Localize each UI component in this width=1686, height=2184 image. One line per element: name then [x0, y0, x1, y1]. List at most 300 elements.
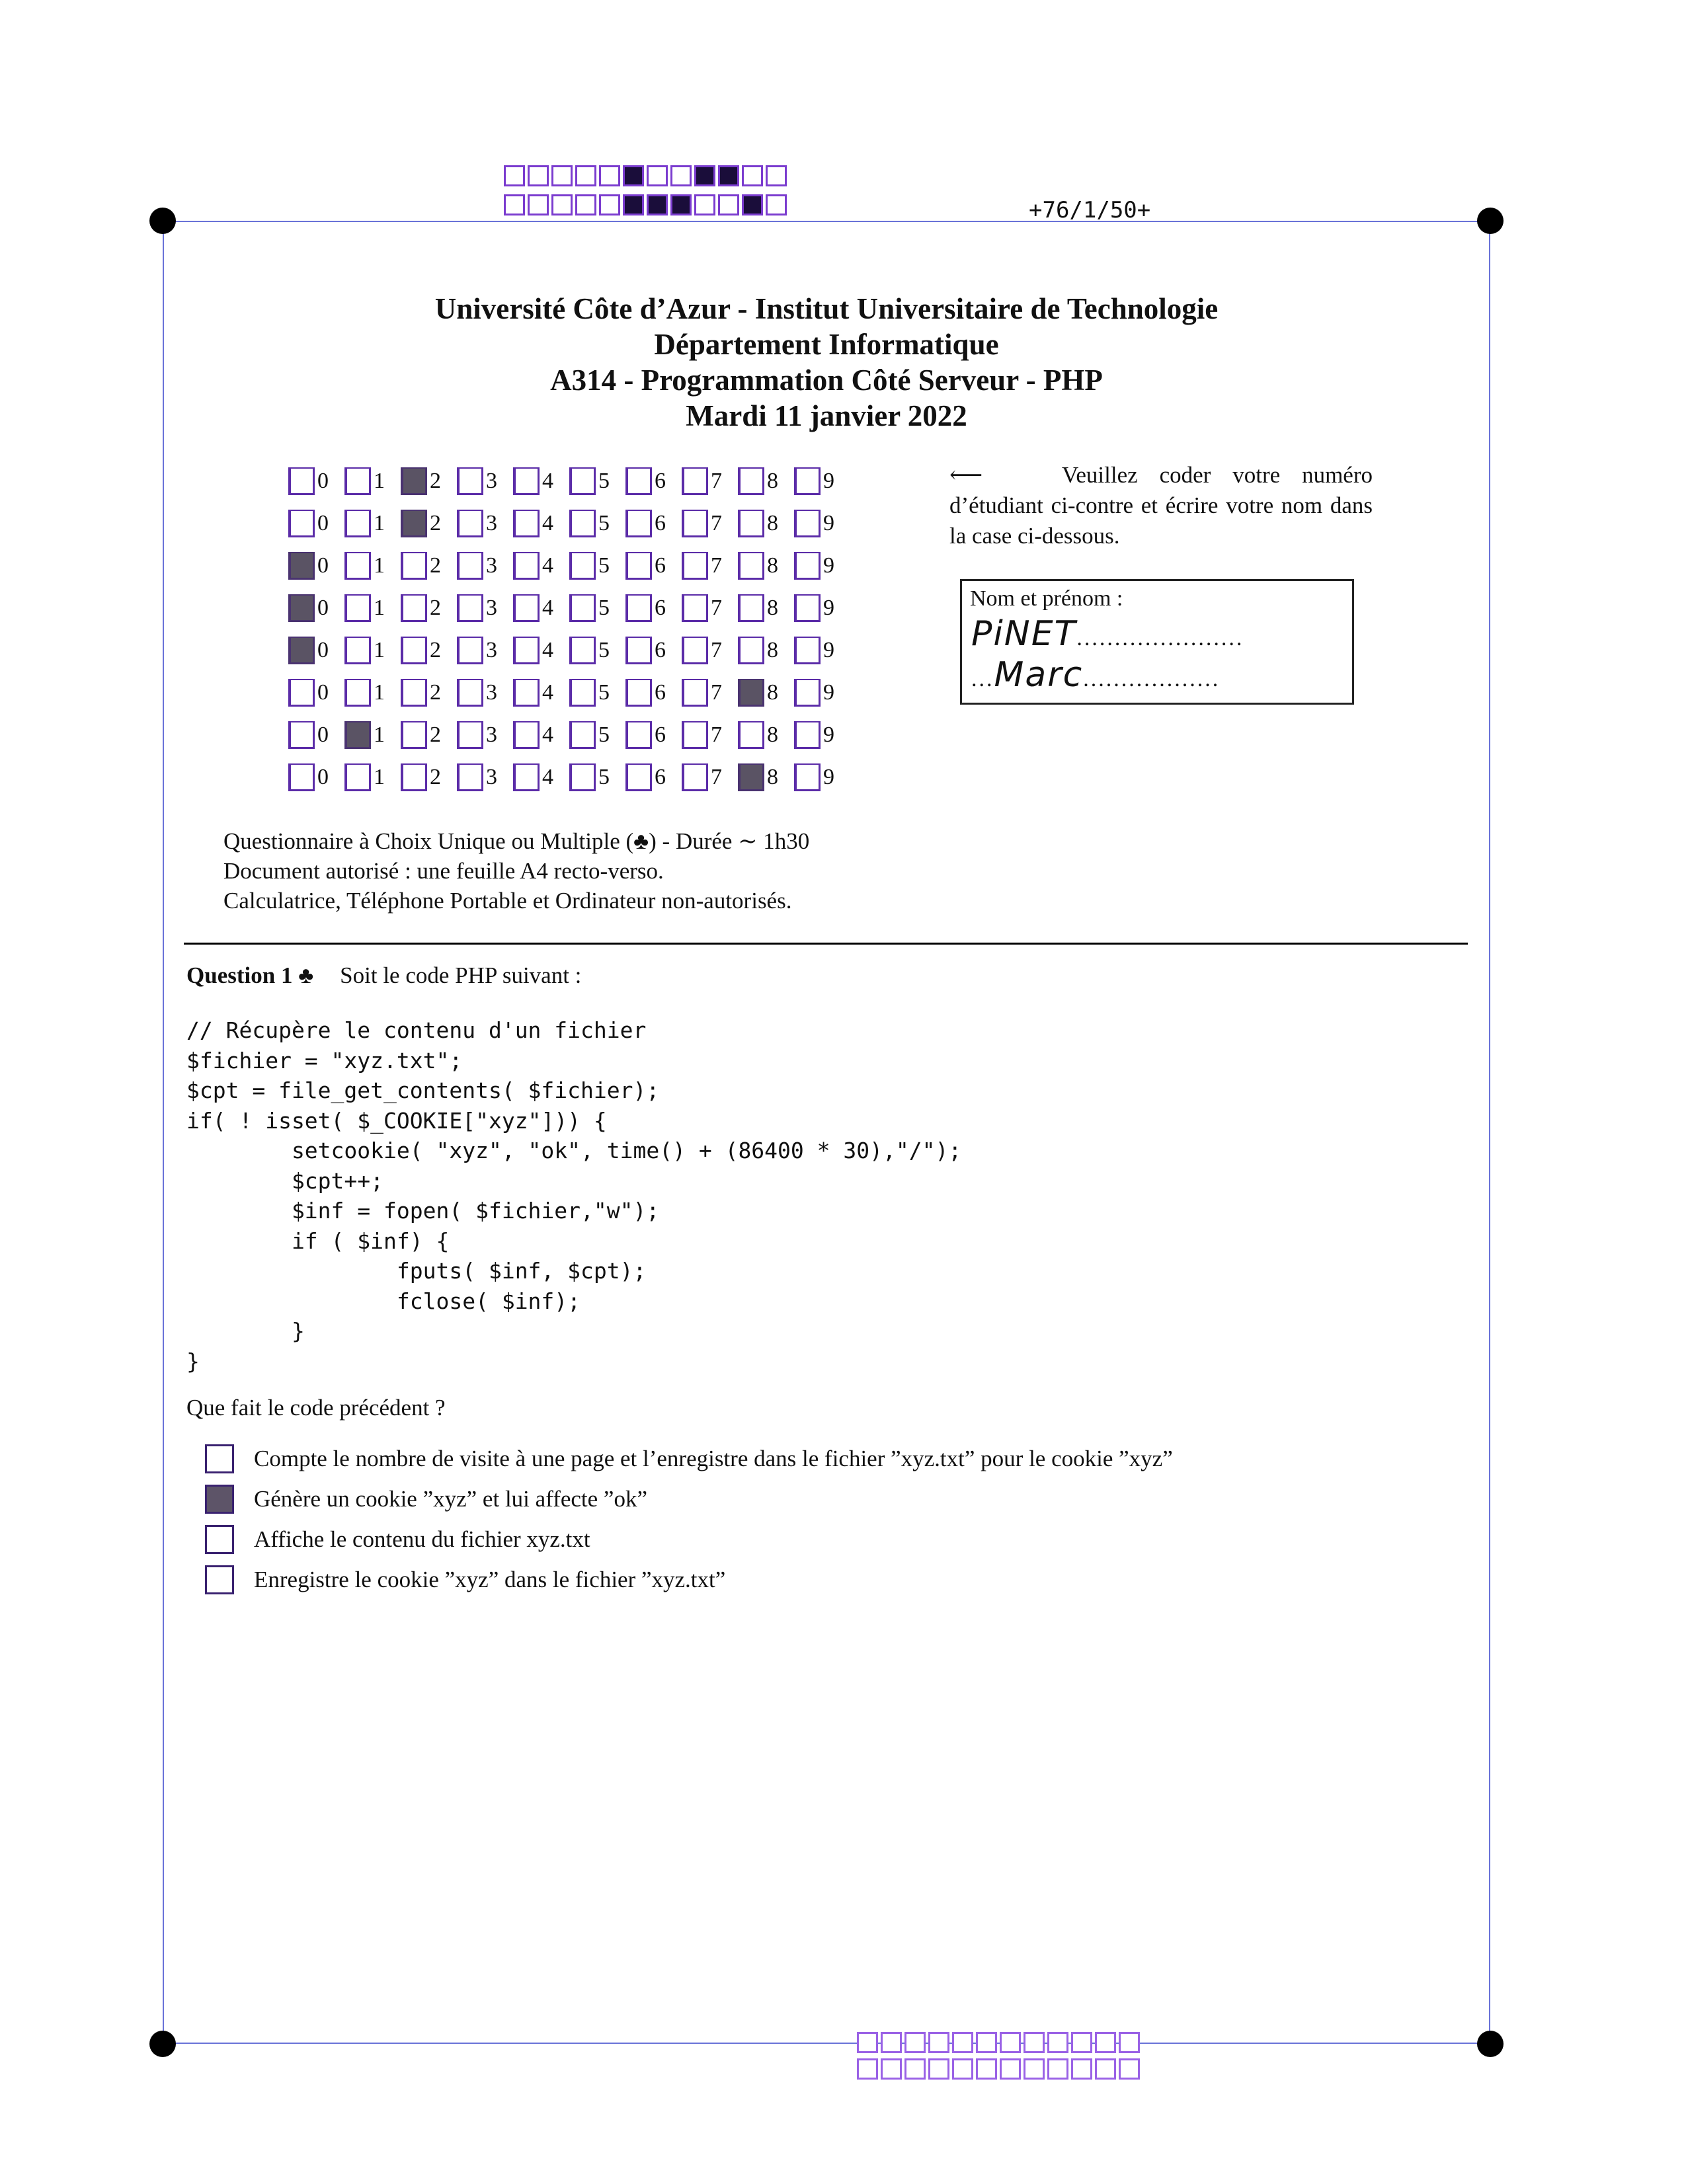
digit-checkbox[interactable]	[457, 552, 483, 580]
answer-checkbox[interactable]	[205, 1444, 234, 1473]
digit-checkbox[interactable]	[625, 467, 652, 495]
digit-label: 0	[317, 680, 329, 705]
digit-checkbox[interactable]	[344, 552, 371, 580]
digit-label: 2	[430, 765, 441, 789]
digit-label: 8	[767, 553, 778, 578]
student-id-instructions	[949, 460, 1373, 551]
digit-choice[interactable]	[513, 763, 569, 791]
digit-checkbox[interactable]	[288, 552, 315, 580]
digit-checkbox[interactable]	[794, 594, 821, 622]
digit-checkbox[interactable]	[457, 467, 483, 495]
digit-checkbox[interactable]	[457, 510, 483, 537]
last-name-line	[971, 614, 1244, 654]
digit-choice[interactable]	[625, 637, 682, 664]
digit-checkbox[interactable]	[513, 679, 540, 707]
first-name-leading-dots: ...	[971, 667, 994, 691]
digit-label: 4	[542, 765, 553, 789]
exam-info-line-3: Calculatrice, Téléphone Portable et Ordinateur non-autorisés.	[223, 888, 792, 914]
digit-choice[interactable]	[794, 721, 850, 749]
digit-choice[interactable]	[794, 594, 850, 622]
digit-checkbox[interactable]	[738, 637, 764, 664]
digit-checkbox[interactable]	[682, 763, 708, 791]
digit-choice[interactable]	[738, 510, 794, 537]
answer-checkbox[interactable]	[205, 1565, 234, 1594]
digit-choice[interactable]	[682, 763, 738, 791]
digit-choice[interactable]	[738, 763, 794, 791]
digit-label: 1	[374, 469, 385, 493]
barcode-cell	[952, 2032, 973, 2053]
digit-checkbox[interactable]	[625, 510, 652, 537]
barcode-cell	[766, 165, 787, 186]
digit-label: 3	[486, 765, 497, 789]
digit-choice[interactable]	[288, 594, 344, 622]
barcode-cell	[1095, 2032, 1116, 2053]
barcode-cell	[1071, 2058, 1092, 2080]
digit-checkbox[interactable]	[344, 637, 371, 664]
digit-label: 7	[711, 469, 722, 493]
barcode-cell	[1071, 2032, 1092, 2053]
digit-label: 9	[823, 680, 834, 705]
digit-choice[interactable]	[513, 679, 569, 707]
student-digit-row	[288, 545, 850, 587]
digit-choice[interactable]	[344, 467, 401, 495]
barcode-cell	[881, 2058, 902, 2080]
digit-label: 0	[317, 765, 329, 789]
digit-choice[interactable]	[344, 721, 401, 749]
digit-checkbox[interactable]	[625, 594, 652, 622]
barcode-cell	[551, 194, 573, 215]
answer-option[interactable]	[205, 1559, 1173, 1600]
digit-label: 5	[598, 553, 610, 578]
digit-checkbox[interactable]	[569, 552, 596, 580]
digit-choice[interactable]	[513, 637, 569, 664]
digit-choice[interactable]	[288, 467, 344, 495]
digit-checkbox[interactable]	[401, 594, 427, 622]
digit-checkbox[interactable]	[457, 721, 483, 749]
answer-checkbox[interactable]	[205, 1525, 234, 1554]
digit-label: 8	[767, 722, 778, 747]
barcode-cell	[1024, 2032, 1045, 2053]
department-title: Département Informatique	[654, 328, 999, 361]
digit-choice[interactable]	[457, 679, 513, 707]
digit-checkbox[interactable]	[794, 510, 821, 537]
exam-header	[163, 291, 1490, 434]
digit-checkbox[interactable]	[625, 679, 652, 707]
digit-choice[interactable]	[682, 721, 738, 749]
digit-choice[interactable]	[457, 594, 513, 622]
digit-label: 0	[317, 553, 329, 578]
digit-checkbox[interactable]	[401, 721, 427, 749]
digit-checkbox[interactable]	[288, 721, 315, 749]
digit-label: 8	[767, 469, 778, 493]
digit-choice[interactable]	[738, 637, 794, 664]
digit-choice[interactable]	[794, 552, 850, 580]
digit-choice[interactable]	[344, 679, 401, 707]
digit-label: 0	[317, 638, 329, 662]
barcode-bottom-row-1	[857, 2032, 1143, 2053]
digit-checkbox[interactable]	[794, 637, 821, 664]
digit-choice[interactable]	[513, 594, 569, 622]
digit-choice[interactable]	[569, 637, 625, 664]
barcode-top-row-1	[504, 165, 789, 186]
digit-checkbox[interactable]	[344, 679, 371, 707]
digit-choice[interactable]	[401, 552, 457, 580]
question-1-heading	[186, 962, 581, 989]
digit-label: 6	[655, 553, 666, 578]
digit-checkbox[interactable]	[794, 763, 821, 791]
digit-checkbox[interactable]	[344, 721, 371, 749]
barcode-cell	[599, 194, 620, 215]
digit-label: 1	[374, 638, 385, 662]
digit-choice[interactable]	[682, 679, 738, 707]
question-1-number: Question 1 ♣	[186, 962, 314, 988]
digit-label: 4	[542, 511, 553, 535]
digit-choice[interactable]	[682, 510, 738, 537]
digit-choice[interactable]	[569, 763, 625, 791]
digit-choice[interactable]	[513, 467, 569, 495]
digit-checkbox[interactable]	[401, 763, 427, 791]
digit-checkbox[interactable]	[625, 637, 652, 664]
digit-checkbox[interactable]	[513, 721, 540, 749]
digit-choice[interactable]	[344, 510, 401, 537]
digit-choice[interactable]	[682, 467, 738, 495]
digit-checkbox[interactable]	[794, 679, 821, 707]
digit-choice[interactable]	[625, 679, 682, 707]
student-number-grid	[288, 460, 850, 799]
digit-checkbox[interactable]	[738, 467, 764, 495]
digit-checkbox[interactable]	[401, 510, 427, 537]
digit-label: 3	[486, 596, 497, 620]
answer-text: Compte le nombre de visite à une page et l’enregistre dans le fichier ”xyz.txt” pour le cookie ”xyz”	[254, 1445, 1173, 1471]
barcode-cell	[857, 2032, 878, 2053]
barcode-cell	[575, 165, 596, 186]
digit-label: 9	[823, 638, 834, 662]
digit-choice[interactable]	[401, 510, 457, 537]
first-name-handwritten: Marc	[994, 655, 1084, 695]
digit-choice[interactable]	[288, 510, 344, 537]
digit-label: 9	[823, 596, 834, 620]
digit-choice[interactable]	[569, 467, 625, 495]
barcode-cell	[904, 2058, 926, 2080]
digit-choice[interactable]	[457, 510, 513, 537]
digit-label: 7	[711, 596, 722, 620]
answer-option[interactable]	[205, 1479, 1173, 1519]
barcode-top-row-2	[504, 194, 789, 215]
php-code-block: // Récupère le contenu d'un fichier $fichier = "xyz.txt"; $cpt = file_get_contents( $fichier); if( ! isset( $_COOKIE["xyz"])) { setcookie( "xyz", "ok", time() + (86400 * 30),"/"); $cpt++; $inf = fopen( $fichier,"w"); if ( $inf) { fputs( $inf, $cpt); fclose( $inf); } }	[186, 1017, 962, 1374]
digit-label: 7	[711, 553, 722, 578]
digit-choice[interactable]	[569, 552, 625, 580]
student-digit-row	[288, 502, 850, 545]
arrow-left-icon: ⟵	[949, 462, 983, 488]
last-name-dots: ......................	[1076, 626, 1244, 650]
digit-choice[interactable]	[625, 552, 682, 580]
digit-choice[interactable]	[401, 467, 457, 495]
student-digit-row	[288, 714, 850, 756]
digit-label: 3	[486, 469, 497, 493]
digit-checkbox[interactable]	[513, 552, 540, 580]
digit-label: 0	[317, 511, 329, 535]
digit-checkbox[interactable]	[738, 510, 764, 537]
digit-checkbox[interactable]	[569, 594, 596, 622]
digit-checkbox[interactable]	[569, 637, 596, 664]
digit-choice[interactable]	[401, 679, 457, 707]
digit-checkbox[interactable]	[569, 679, 596, 707]
digit-checkbox[interactable]	[682, 679, 708, 707]
barcode-cell	[766, 194, 787, 215]
digit-checkbox[interactable]	[288, 637, 315, 664]
digit-label: 5	[598, 511, 610, 535]
barcode-cell	[857, 2058, 878, 2080]
digit-label: 2	[430, 469, 441, 493]
digit-label: 4	[542, 596, 553, 620]
barcode-cell	[1095, 2058, 1116, 2080]
digit-choice[interactable]	[344, 594, 401, 622]
student-digit-row	[288, 672, 850, 714]
course-title: A314 - Programmation Côté Serveur - PHP	[550, 364, 1103, 397]
digit-checkbox[interactable]	[513, 594, 540, 622]
digit-choice[interactable]	[682, 552, 738, 580]
digit-choice[interactable]	[569, 721, 625, 749]
digit-label: 8	[767, 511, 778, 535]
corner-mark-bottom-right	[1477, 2031, 1504, 2057]
student-digit-row	[288, 587, 850, 629]
digit-choice[interactable]	[401, 763, 457, 791]
digit-label: 1	[374, 765, 385, 789]
barcode-cell	[1119, 2058, 1140, 2080]
digit-label: 9	[823, 722, 834, 747]
digit-choice[interactable]	[569, 510, 625, 537]
digit-choice[interactable]	[401, 594, 457, 622]
digit-choice[interactable]	[513, 721, 569, 749]
digit-label: 6	[655, 511, 666, 535]
answer-checkbox[interactable]	[205, 1485, 234, 1514]
digit-label: 5	[598, 722, 610, 747]
digit-checkbox[interactable]	[569, 510, 596, 537]
digit-label: 9	[823, 469, 834, 493]
digit-label: 0	[317, 469, 329, 493]
digit-choice[interactable]	[457, 721, 513, 749]
digit-choice[interactable]	[344, 637, 401, 664]
digit-label: 5	[598, 469, 610, 493]
digit-choice[interactable]	[794, 763, 850, 791]
answer-option[interactable]	[205, 1438, 1173, 1479]
digit-choice[interactable]	[344, 763, 401, 791]
exam-info-line-1: Questionnaire à Choix Unique ou Multiple (♣) - Durée ∼ 1h30	[223, 828, 810, 854]
digit-label: 2	[430, 596, 441, 620]
digit-label: 9	[823, 765, 834, 789]
digit-checkbox[interactable]	[344, 467, 371, 495]
corner-mark-top-right	[1477, 208, 1504, 234]
digit-label: 4	[542, 722, 553, 747]
digit-label: 6	[655, 596, 666, 620]
digit-label: 8	[767, 680, 778, 705]
barcode-cell	[623, 165, 644, 186]
digit-checkbox[interactable]	[625, 552, 652, 580]
barcode-cell	[528, 194, 549, 215]
barcode-bottom-row-2	[857, 2058, 1143, 2080]
barcode-cell	[1047, 2032, 1068, 2053]
digit-checkbox[interactable]	[457, 679, 483, 707]
digit-choice[interactable]	[625, 467, 682, 495]
digit-choice[interactable]	[625, 763, 682, 791]
digit-checkbox[interactable]	[288, 467, 315, 495]
digit-label: 9	[823, 511, 834, 535]
digit-label: 3	[486, 680, 497, 705]
digit-checkbox[interactable]	[738, 721, 764, 749]
digit-checkbox[interactable]	[513, 763, 540, 791]
digit-choice[interactable]	[401, 637, 457, 664]
digit-choice[interactable]	[288, 763, 344, 791]
digit-checkbox[interactable]	[288, 679, 315, 707]
digit-choice[interactable]	[682, 637, 738, 664]
digit-checkbox[interactable]	[288, 763, 315, 791]
digit-checkbox[interactable]	[288, 510, 315, 537]
digit-choice[interactable]	[401, 721, 457, 749]
first-name-line	[971, 655, 1220, 695]
digit-label: 3	[486, 553, 497, 578]
name-box[interactable]	[960, 579, 1354, 705]
digit-checkbox[interactable]	[457, 594, 483, 622]
digit-choice[interactable]	[288, 679, 344, 707]
exam-date: Mardi 11 janvier 2022	[686, 399, 967, 432]
digit-checkbox[interactable]	[682, 594, 708, 622]
digit-label: 4	[542, 469, 553, 493]
digit-label: 6	[655, 765, 666, 789]
barcode-cell	[928, 2058, 949, 2080]
digit-checkbox[interactable]	[569, 467, 596, 495]
digit-label: 1	[374, 553, 385, 578]
digit-label: 2	[430, 680, 441, 705]
university-title: Université Côte d’Azur - Institut Universitaire de Technologie	[434, 292, 1219, 325]
answer-text: Enregistre le cookie ”xyz” dans le fichier ”xyz.txt”	[254, 1566, 726, 1592]
digit-choice[interactable]	[457, 552, 513, 580]
digit-label: 9	[823, 553, 834, 578]
barcode-cell	[623, 194, 644, 215]
digit-checkbox[interactable]	[682, 467, 708, 495]
digit-label: 2	[430, 722, 441, 747]
digit-checkbox[interactable]	[738, 552, 764, 580]
digit-choice[interactable]	[457, 467, 513, 495]
digit-label: 5	[598, 638, 610, 662]
answer-text: Affiche le contenu du fichier xyz.txt	[254, 1526, 590, 1552]
digit-choice[interactable]	[625, 510, 682, 537]
digit-checkbox[interactable]	[401, 467, 427, 495]
digit-choice[interactable]	[738, 467, 794, 495]
digit-choice[interactable]	[569, 594, 625, 622]
exam-info	[223, 826, 809, 916]
digit-checkbox[interactable]	[738, 594, 764, 622]
digit-checkbox[interactable]	[682, 552, 708, 580]
barcode-cell	[742, 194, 763, 215]
digit-choice[interactable]	[794, 637, 850, 664]
digit-label: 5	[598, 765, 610, 789]
digit-choice[interactable]	[288, 721, 344, 749]
digit-checkbox[interactable]	[738, 679, 764, 707]
digit-checkbox[interactable]	[794, 721, 821, 749]
digit-checkbox[interactable]	[794, 552, 821, 580]
digit-label: 1	[374, 596, 385, 620]
digit-choice[interactable]	[794, 467, 850, 495]
digit-checkbox[interactable]	[625, 763, 652, 791]
digit-choice[interactable]	[513, 510, 569, 537]
digit-checkbox[interactable]	[457, 637, 483, 664]
barcode-cell	[528, 165, 549, 186]
digit-checkbox[interactable]	[513, 637, 540, 664]
digit-choice[interactable]	[457, 763, 513, 791]
digit-choice[interactable]	[513, 552, 569, 580]
digit-label: 7	[711, 638, 722, 662]
digit-choice[interactable]	[794, 679, 850, 707]
digit-label: 7	[711, 680, 722, 705]
barcode-cell	[694, 165, 715, 186]
digit-checkbox[interactable]	[344, 510, 371, 537]
barcode-cell	[928, 2032, 949, 2053]
digit-label: 7	[711, 722, 722, 747]
digit-choice[interactable]	[569, 679, 625, 707]
digit-checkbox[interactable]	[569, 721, 596, 749]
digit-choice[interactable]	[738, 594, 794, 622]
first-name-dots: ..................	[1083, 667, 1221, 691]
question-1-prompt: Que fait le code précédent ?	[186, 1395, 446, 1421]
digit-label: 6	[655, 722, 666, 747]
barcode-cell	[599, 165, 620, 186]
digit-checkbox[interactable]	[738, 763, 764, 791]
digit-choice[interactable]	[288, 552, 344, 580]
digit-choice[interactable]	[794, 510, 850, 537]
digit-choice[interactable]	[625, 594, 682, 622]
digit-checkbox[interactable]	[344, 594, 371, 622]
digit-checkbox[interactable]	[288, 594, 315, 622]
digit-choice[interactable]	[738, 721, 794, 749]
digit-checkbox[interactable]	[401, 552, 427, 580]
barcode-cell	[904, 2032, 926, 2053]
barcode-cell	[504, 194, 525, 215]
student-digit-row	[288, 460, 850, 502]
digit-choice[interactable]	[457, 637, 513, 664]
digit-checkbox[interactable]	[513, 467, 540, 495]
barcode-cell	[670, 165, 692, 186]
digit-checkbox[interactable]	[682, 721, 708, 749]
digit-choice[interactable]	[682, 594, 738, 622]
digit-checkbox[interactable]	[401, 637, 427, 664]
digit-choice[interactable]	[288, 637, 344, 664]
digit-checkbox[interactable]	[794, 467, 821, 495]
digit-checkbox[interactable]	[569, 763, 596, 791]
barcode-cell	[1000, 2032, 1021, 2053]
barcode-cell	[976, 2058, 997, 2080]
digit-checkbox[interactable]	[682, 637, 708, 664]
digit-checkbox[interactable]	[625, 721, 652, 749]
answer-option[interactable]	[205, 1519, 1173, 1559]
digit-choice[interactable]	[625, 721, 682, 749]
digit-label: 0	[317, 596, 329, 620]
question-1-text: Soit le code PHP suivant :	[340, 962, 582, 988]
digit-label: 5	[598, 680, 610, 705]
answer-text: Génère un cookie ”xyz” et lui affecte ”ok”	[254, 1485, 647, 1512]
digit-checkbox[interactable]	[457, 763, 483, 791]
digit-choice[interactable]	[738, 552, 794, 580]
barcode-cell	[647, 194, 668, 215]
digit-choice[interactable]	[738, 679, 794, 707]
digit-label: 4	[542, 680, 553, 705]
digit-checkbox[interactable]	[401, 679, 427, 707]
digit-label: 3	[486, 511, 497, 535]
barcode-cell	[504, 165, 525, 186]
digit-checkbox[interactable]	[682, 510, 708, 537]
digit-choice[interactable]	[344, 552, 401, 580]
digit-checkbox[interactable]	[344, 763, 371, 791]
digit-checkbox[interactable]	[513, 510, 540, 537]
